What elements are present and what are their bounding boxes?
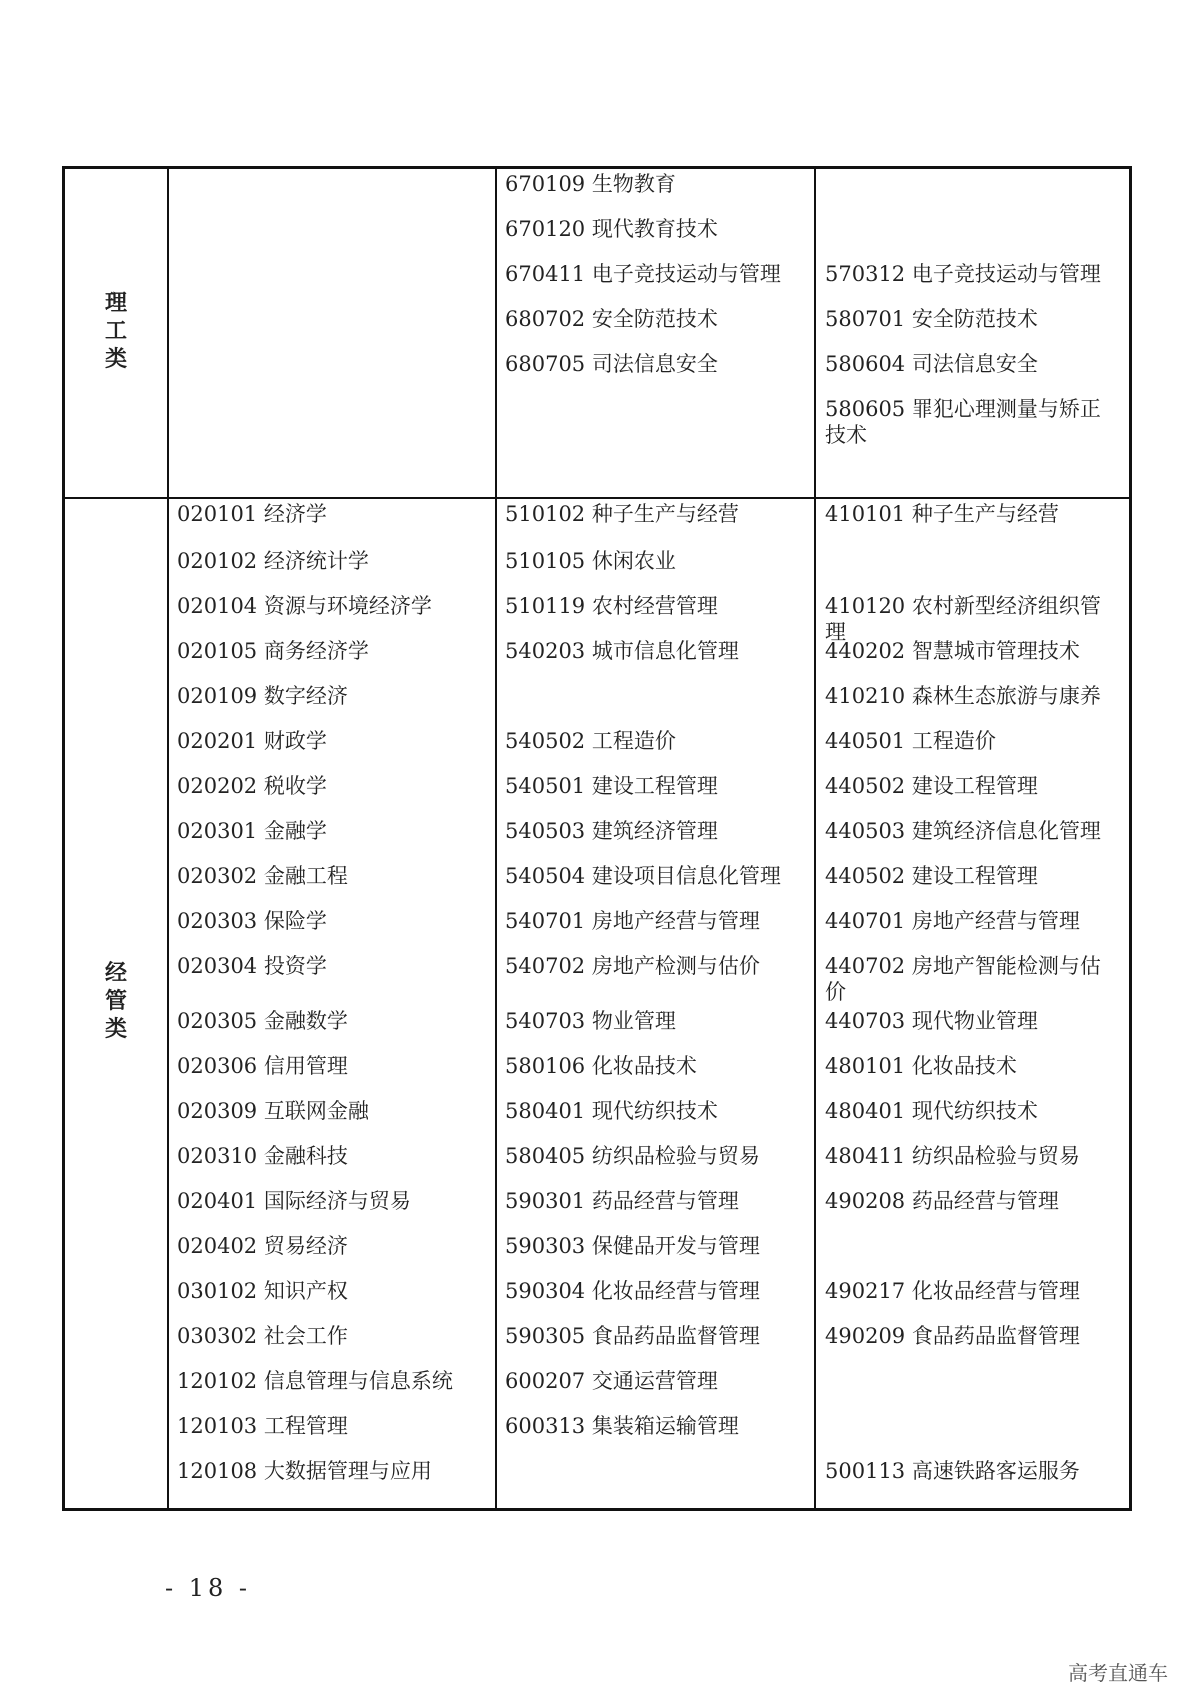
list-item: 670411 电子竞技运动与管理 — [505, 262, 781, 286]
list-item: 580605 罪犯心理测量与矫正技术 — [825, 397, 1101, 447]
list-item: 480101 化妆品技术 — [825, 1054, 1017, 1078]
major-table — [62, 166, 1132, 1511]
list-item: 540501 建设工程管理 — [505, 774, 718, 798]
list-item: 020302 金融工程 — [177, 864, 348, 888]
list-item: 510119 农村经营管理 — [505, 594, 718, 618]
list-item: 590301 药品经营与管理 — [505, 1189, 739, 1213]
list-item: 570312 电子竞技运动与管理 — [825, 262, 1101, 286]
list-item: 020201 财政学 — [177, 729, 327, 753]
list-item: 120102 信息管理与信息系统 — [177, 1369, 453, 1393]
list-item: 440502 建设工程管理 — [825, 774, 1038, 798]
list-item: 020401 国际经济与贸易 — [177, 1189, 411, 1213]
list-item: 020102 经济统计学 — [177, 549, 369, 573]
list-item: 490209 食品药品监督管理 — [825, 1324, 1080, 1348]
list-item: 480401 现代纺织技术 — [825, 1099, 1038, 1123]
list-item: 440703 现代物业管理 — [825, 1009, 1038, 1033]
list-item: 680702 安全防范技术 — [505, 307, 718, 331]
list-item: 540203 城市信息化管理 — [505, 639, 739, 663]
category-label-economics: 经 管 类 — [104, 960, 127, 1042]
page-number: - 18 - — [165, 1574, 252, 1602]
list-item: 030102 知识产权 — [177, 1279, 348, 1303]
list-item: 020306 信用管理 — [177, 1054, 348, 1078]
list-item: 490208 药品经营与管理 — [825, 1189, 1059, 1213]
list-item: 490217 化妆品经营与管理 — [825, 1279, 1080, 1303]
list-item: 020304 投资学 — [177, 954, 327, 978]
category-label-science: 理 工 类 — [104, 290, 127, 372]
list-item: 580701 安全防范技术 — [825, 307, 1038, 331]
section-row-science — [65, 169, 1129, 499]
list-item: 580106 化妆品技术 — [505, 1054, 697, 1078]
list-item: 600313 集装箱运输管理 — [505, 1414, 739, 1438]
watermark: 高考直通车 — [1068, 1661, 1168, 1685]
list-item: 410120 农村新型经济组织管理 — [825, 594, 1101, 644]
list-item: 020101 经济学 — [177, 502, 327, 526]
list-item: 600207 交通运营管理 — [505, 1369, 718, 1393]
list-item: 580401 现代纺织技术 — [505, 1099, 718, 1123]
list-item: 440701 房地产经营与管理 — [825, 909, 1080, 933]
list-item: 030302 社会工作 — [177, 1324, 348, 1348]
list-item: 020104 资源与环境经济学 — [177, 594, 432, 618]
list-item: 020402 贸易经济 — [177, 1234, 348, 1258]
list-item: 020105 商务经济学 — [177, 639, 369, 663]
list-item: 120103 工程管理 — [177, 1414, 348, 1438]
list-item: 020303 保险学 — [177, 909, 327, 933]
list-item: 540503 建筑经济管理 — [505, 819, 718, 843]
list-item: 540701 房地产经营与管理 — [505, 909, 760, 933]
list-item: 510102 种子生产与经营 — [505, 502, 739, 526]
list-item: 540702 房地产检测与估价 — [505, 954, 760, 978]
list-item: 540504 建设项目信息化管理 — [505, 864, 781, 888]
list-item: 020301 金融学 — [177, 819, 327, 843]
list-item: 410210 森林生态旅游与康养 — [825, 684, 1101, 708]
list-item: 020309 互联网金融 — [177, 1099, 369, 1123]
list-item: 590304 化妆品经营与管理 — [505, 1279, 760, 1303]
list-item: 020109 数字经济 — [177, 684, 348, 708]
list-item: 580604 司法信息安全 — [825, 352, 1038, 376]
list-item: 440501 工程造价 — [825, 729, 996, 753]
list-item: 510105 休闲农业 — [505, 549, 676, 573]
list-item: 440503 建筑经济信息化管理 — [825, 819, 1101, 843]
list-item: 580405 纺织品检验与贸易 — [505, 1144, 760, 1168]
list-item: 440202 智慧城市管理技术 — [825, 639, 1080, 663]
list-item: 670109 生物教育 — [505, 172, 676, 196]
list-item: 120108 大数据管理与应用 — [177, 1459, 432, 1483]
list-item: 680705 司法信息安全 — [505, 352, 718, 376]
list-item: 670120 现代教育技术 — [505, 217, 718, 241]
list-item: 540502 工程造价 — [505, 729, 676, 753]
list-item: 540703 物业管理 — [505, 1009, 676, 1033]
list-item: 020310 金融科技 — [177, 1144, 348, 1168]
list-item: 020305 金融数学 — [177, 1009, 348, 1033]
list-item: 500113 高速铁路客运服务 — [825, 1459, 1080, 1483]
section-row-economics — [65, 499, 1129, 1511]
list-item: 440502 建设工程管理 — [825, 864, 1038, 888]
list-item: 590303 保健品开发与管理 — [505, 1234, 760, 1258]
list-item: 410101 种子生产与经营 — [825, 502, 1059, 526]
list-item: 590305 食品药品监督管理 — [505, 1324, 760, 1348]
list-item: 020202 税收学 — [177, 774, 327, 798]
list-item: 480411 纺织品检验与贸易 — [825, 1144, 1080, 1168]
list-item: 440702 房地产智能检测与估价 — [825, 954, 1101, 1004]
